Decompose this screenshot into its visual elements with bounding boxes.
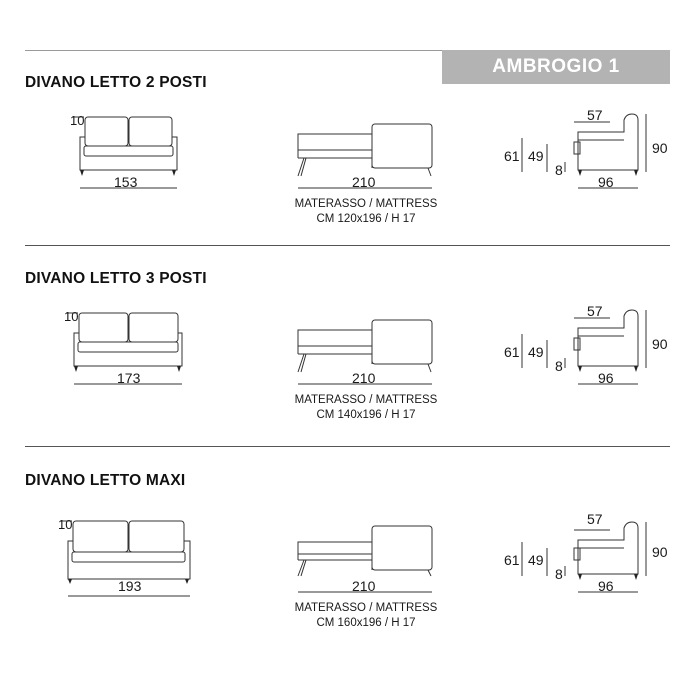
brand-bar — [442, 50, 670, 84]
mattress-line-2: CM 140x196 / H 17 — [316, 409, 416, 421]
side-leg-height-label: 8 — [555, 566, 563, 582]
mattress-spec — [281, 393, 451, 423]
side-total-height-label: 90 — [652, 140, 668, 156]
open-length-label: 210 — [352, 174, 376, 190]
side-seat-height-label: 49 — [528, 344, 544, 360]
mattress-line-1: MATERASSO / MATTRESS — [294, 198, 438, 210]
section-divider — [25, 446, 670, 447]
side-total-height-label: 90 — [652, 544, 668, 560]
side-total-height-label: 90 — [652, 336, 668, 352]
brand-name: AMBROGIO 1 — [492, 56, 620, 77]
side-depth-label: 96 — [598, 578, 614, 594]
mattress-line-1: MATERASSO / MATTRESS — [294, 602, 438, 614]
side-back-depth-label: 57 — [587, 511, 603, 527]
front-width-label: 173 — [117, 370, 141, 386]
front-arm-height-label: 10 — [70, 113, 85, 128]
front-width-label: 193 — [118, 578, 142, 594]
open-length-label: 210 — [352, 578, 376, 594]
front-arm-height-label: 10 — [58, 517, 73, 532]
side-arm-height-label: 61 — [504, 552, 520, 568]
side-back-depth-label: 57 — [587, 107, 603, 123]
mattress-line-2: CM 120x196 / H 17 — [316, 213, 416, 225]
side-seat-height-label: 49 — [528, 148, 544, 164]
mattress-spec — [281, 197, 451, 227]
section-title-2-posti: DIVANO LETTO 2 POSTI — [25, 74, 207, 91]
mattress-line-2: CM 160x196 / H 17 — [316, 617, 416, 629]
front-arm-height-label: 10 — [64, 309, 79, 324]
side-depth-label: 96 — [598, 370, 614, 386]
section-title-maxi: DIVANO LETTO MAXI — [25, 472, 186, 489]
mattress-spec — [281, 601, 451, 631]
front-width-label: 153 — [114, 174, 138, 190]
side-arm-height-label: 61 — [504, 148, 520, 164]
side-seat-height-label: 49 — [528, 552, 544, 568]
side-depth-label: 96 — [598, 174, 614, 190]
mattress-line-1: MATERASSO / MATTRESS — [294, 394, 438, 406]
side-leg-height-label: 8 — [555, 162, 563, 178]
open-length-label: 210 — [352, 370, 376, 386]
side-arm-height-label: 61 — [504, 344, 520, 360]
section-title-3-posti: DIVANO LETTO 3 POSTI — [25, 270, 207, 287]
side-back-depth-label: 57 — [587, 303, 603, 319]
section-divider — [25, 245, 670, 246]
side-leg-height-label: 8 — [555, 358, 563, 374]
